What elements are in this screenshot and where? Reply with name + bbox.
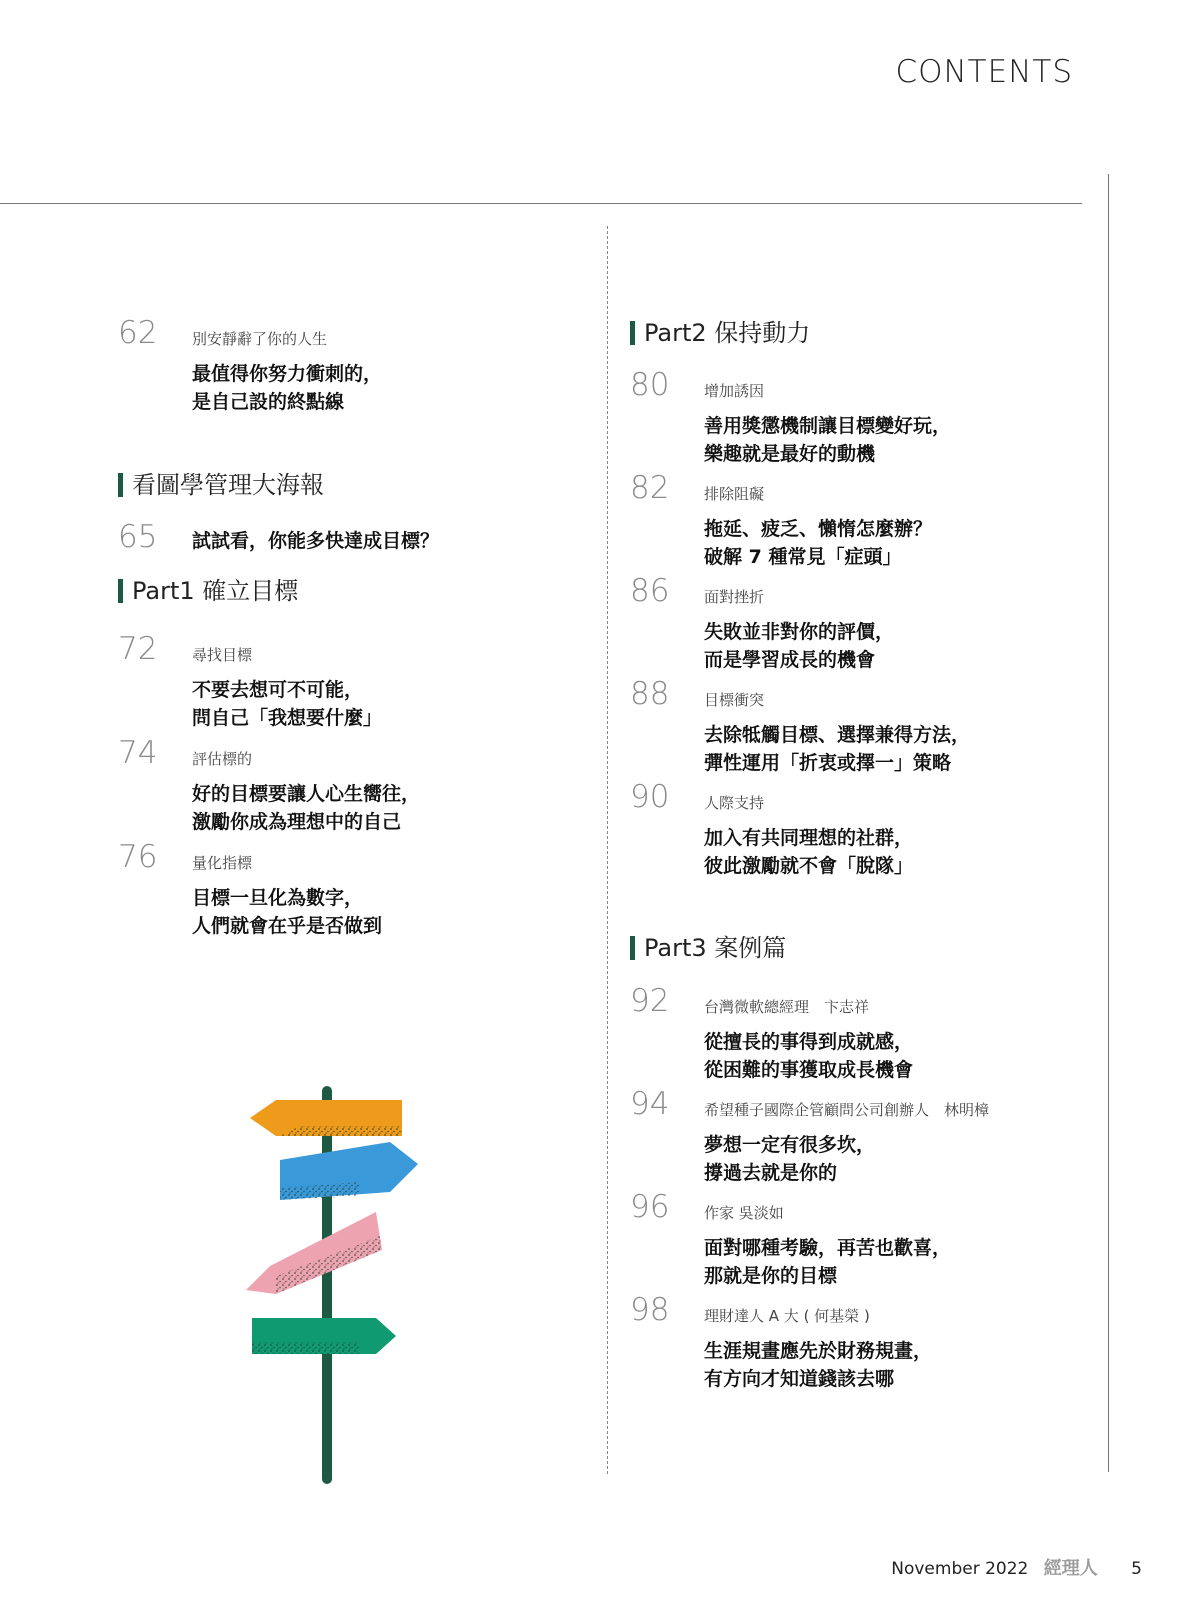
entry-kicker: 理財達人 A 大 ( 何基榮 ) [704,1307,870,1325]
sign-pink-tilted [246,1212,382,1294]
page-number: 98 [630,1292,670,1328]
entry-title: 從擅長的事得到成就感， 從困難的事獲取成長機會 [704,1031,914,1081]
entry-title: 目標一旦化為數字， 人們就會在乎是否做到 [192,887,383,937]
magazine-name: 經理人 [1043,1558,1098,1579]
page-footer [891,1554,1142,1580]
entry-kicker: 評估標的 [192,750,253,768]
page-number-footer: 5 [1131,1559,1142,1579]
sign-orange-left [250,1100,402,1136]
page-number: 96 [630,1189,670,1225]
page-number: 92 [630,983,670,1019]
entry-title: 去除牴觸目標、選擇兼得方法， 彈性運用「折衷或擇一」策略 [704,724,971,774]
entry-kicker: 排除阻礙 [704,485,765,503]
page-number: 82 [630,470,670,506]
contents-title: CONTENTS [895,54,1073,90]
entry-kicker: 台灣微軟總經理 卞志祥 [704,998,870,1016]
issue-date: November 2022 [891,1559,1029,1579]
top-divider [0,203,1082,204]
page-number: 76 [118,839,158,875]
page-number: 62 [118,315,158,351]
page-number: 74 [118,735,158,771]
entry-title: 好的目標要讓人心生嚮往， 激勵你成為理想中的自己 [192,783,421,833]
page-number: 72 [118,631,158,667]
page-number: 86 [630,573,670,609]
center-dashed-divider [607,226,608,1474]
entry-kicker: 量化指標 [192,854,253,872]
entry-title: 面對哪種考驗，再苦也歡喜， 那就是你的目標 [704,1237,952,1287]
entry-title: 善用獎懲機制讓目標變好玩， 樂趣就是最好的動機 [704,415,952,465]
page-number: 65 [118,519,158,555]
signpost-illustration [240,1080,440,1485]
page-number: 94 [630,1086,670,1122]
entry-title: 生涯規畫應先於財務規畫， 有方向才知道錢該去哪 [704,1340,933,1390]
page-number: 80 [630,367,670,403]
signpost-pole [322,1086,332,1484]
entry-title: 拖延、疲乏、懶惰怎麼辦？ 破解 7 種常見「症頭」 [704,518,933,568]
entry-title: 不要去想可不可能， 問自己「我想要什麼」 [192,679,383,729]
sign-blue-right [280,1142,418,1200]
section-heading-part1: Part1 確立目標 [118,576,298,606]
section-heading-part2: Part2 保持動力 [630,318,810,348]
entry-kicker: 別安靜辭了你的人生 [192,330,328,348]
page-number: 88 [630,676,670,712]
right-divider [1108,174,1109,1472]
section-heading-poster: 看圖學管理大海報 [118,470,324,500]
entry-kicker: 面對挫折 [704,588,765,606]
entry-kicker: 作家 吳淡如 [704,1204,784,1222]
entry-kicker: 目標衝突 [704,691,765,709]
entry-kicker: 增加誘因 [704,382,765,400]
sign-green-right [252,1318,396,1354]
entry-title: 失敗並非對你的評價， 而是學習成長的機會 [704,621,895,671]
section-heading-part3: Part3 案例篇 [630,933,786,963]
entry-title: 最值得你努力衝刺的， 是自己設的終點線 [192,363,383,413]
entry-kicker: 尋找目標 [192,646,253,664]
entry-title: 加入有共同理想的社群， 彼此激勵就不會「脫隊」 [704,827,914,877]
entry-kicker: 希望種子國際企管顧問公司創辦人 林明樟 [704,1101,990,1119]
page-number: 90 [630,779,670,815]
entry-kicker: 人際支持 [704,794,765,812]
entry-title: 夢想一定有很多坎， 撐過去就是你的 [704,1134,876,1184]
entry-title: 試試看，你能多快達成目標？ [192,530,440,552]
